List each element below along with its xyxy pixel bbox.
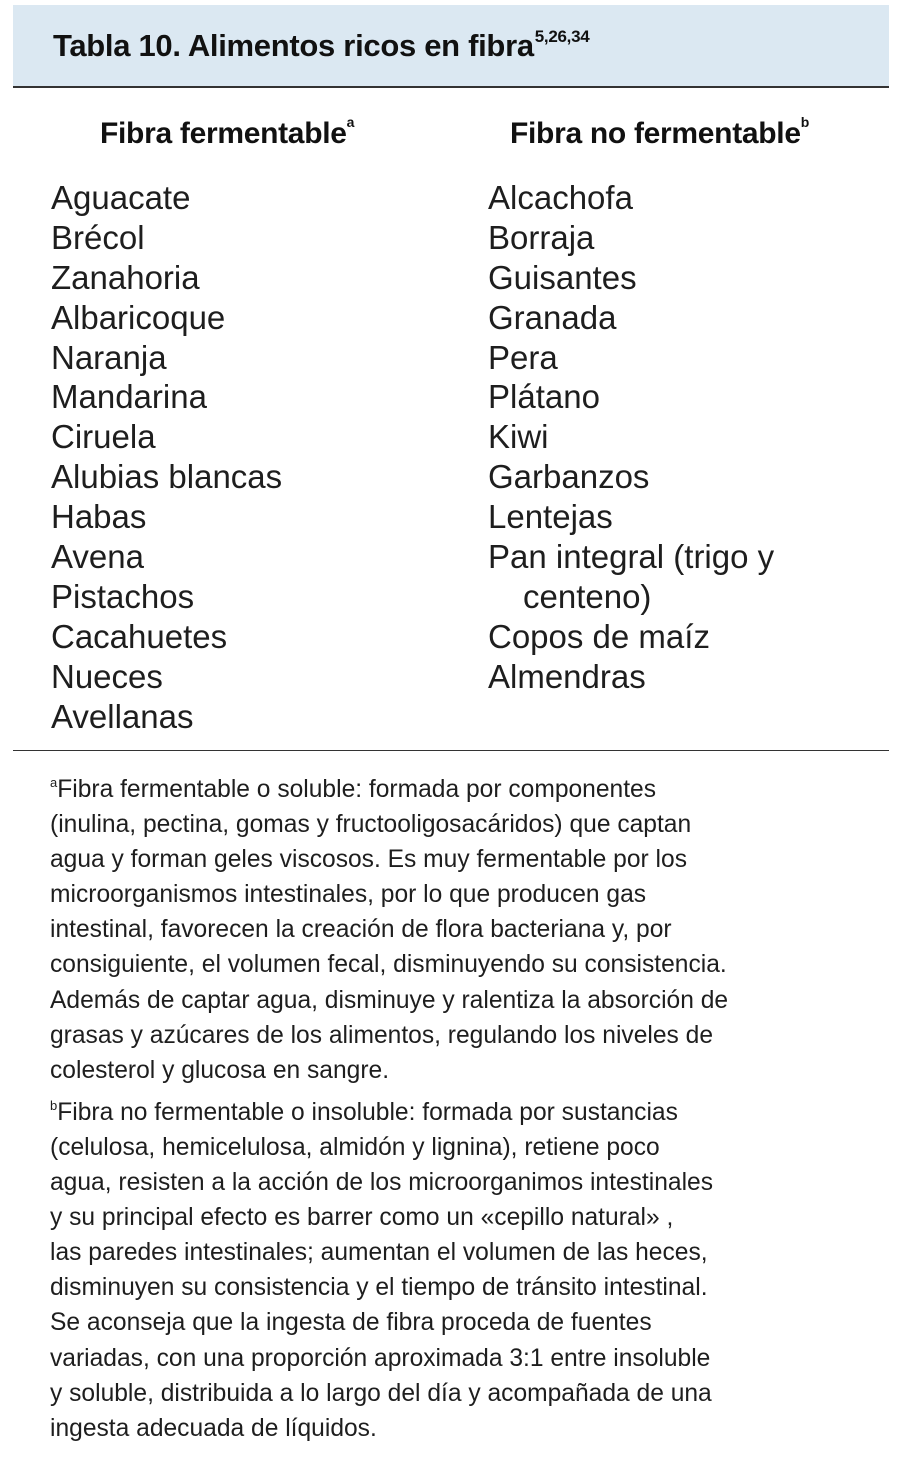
list-item: Borraja: [488, 218, 595, 256]
footnote-line: disminuyen su consistencia y el tiempo de tránsito intestinal.: [50, 1274, 708, 1302]
footnote-line: variadas, con una proporción aproximada 3:1 entre insoluble: [50, 1344, 711, 1372]
no-fermentable-food-list: [488, 178, 774, 697]
footnotes: [50, 765, 890, 1446]
footnote-line: colesterol y glucosa en sangre.: [50, 1056, 390, 1084]
column-header-fermentable-marker: a: [346, 114, 355, 130]
list-item: Almendras: [488, 657, 646, 695]
list-item: Granada: [488, 298, 617, 336]
list-item: Copos de maíz: [488, 617, 710, 655]
list-item: Alubias blancas: [51, 458, 283, 496]
table-title: [53, 27, 589, 64]
list-item: Pera: [488, 338, 558, 376]
column-header-fermentable-label: Fibra fermentable: [100, 117, 347, 150]
list-item: Pan integral (trigo y: [488, 538, 775, 576]
list-item: Plátano: [488, 378, 600, 416]
list-item: Ciruela: [51, 418, 156, 456]
footnote-line: (celulosa, hemicelulosa, almidón y lignina), retiene poco: [50, 1133, 660, 1161]
footnote-b: [50, 1088, 890, 1446]
list-item: Alcachofa: [488, 179, 633, 216]
footnote-line: Además de captar agua, disminuye y ralentiza la absorción de: [50, 986, 729, 1014]
footnote-line: $^b$Fibra no fermentable o insoluble: formada por sustancias: [50, 1097, 678, 1126]
column-header-no-fermentable-label: Fibra no fermentable: [510, 117, 801, 150]
column-header-no-fermentable: [510, 114, 809, 151]
list-item: Habas: [51, 498, 147, 536]
footnote-line: agua, resisten a la acción de los microorganimos intestinales: [50, 1169, 714, 1197]
list-item: Zanahoria: [51, 258, 200, 296]
list-item: Brécol: [51, 218, 145, 256]
footnote-line: consiguiente, el volumen fecal, disminuyendo su consistencia.: [50, 951, 727, 979]
footnote-line: $^a$Fibra fermentable o soluble: formada por componentes: [50, 775, 657, 803]
footnote-line: Se aconseja que la ingesta de fibra proceda de fuentes: [50, 1309, 652, 1337]
footnote-line: intestinal, favorecen la creación de flora bacteriana y, por: [50, 916, 672, 944]
column-header-no-fermentable-marker: b: [800, 114, 809, 130]
list-item: Kiwi: [488, 418, 549, 456]
footnote-line: y soluble, distribuida a lo largo del día y acompañada de una: [50, 1379, 712, 1407]
list-item: Naranja: [51, 338, 167, 376]
footnote-line: ingesta adecuada de líquidos.: [50, 1414, 377, 1442]
list-item: Nueces: [51, 657, 163, 695]
footnote-b-marker: b: [50, 1097, 58, 1113]
list-item: Guisantes: [488, 258, 637, 296]
column-header-fermentable: [100, 114, 354, 151]
list-item: Lentejas: [488, 498, 613, 536]
title-references: 5,26,34: [534, 27, 590, 46]
list-item: Pistachos: [51, 577, 195, 615]
list-item: Albaricoque: [51, 298, 226, 336]
footnote-line: las paredes intestinales; aumentan el volumen de las heces,: [50, 1239, 708, 1267]
footnote-line: microorganismos intestinales, por lo que producen gas: [50, 881, 647, 909]
list-item: Mandarina: [51, 378, 207, 416]
footnote-line: y su principal efecto es barrer como un «cepillo natural» ,: [50, 1204, 674, 1232]
footnote-line: agua y forman geles viscosos. Es muy fermentable por los: [50, 846, 687, 874]
list-item: Garbanzos: [488, 458, 650, 496]
footnote-divider: [13, 750, 889, 751]
footnote-line: grasas y azúcares de los alimentos, regulando los niveles de: [50, 1021, 714, 1049]
footnote-a: [50, 765, 890, 1088]
list-item: Avellanas: [51, 697, 194, 735]
footnote-line: (inulina, pectina, gomas y fructooligosacáridos) que captan: [50, 811, 692, 839]
table-title-text: Tabla 10. Alimentos ricos en fibra: [53, 28, 534, 63]
table-title-bar: [13, 5, 889, 88]
list-item: Aguacate: [51, 179, 191, 216]
list-item-continuation: centeno): [523, 577, 652, 615]
list-item: Cacahuetes: [51, 617, 228, 655]
fermentable-food-list: [51, 178, 282, 736]
list-item: Avena: [51, 538, 144, 576]
footnote-a-marker: a: [50, 775, 58, 790]
